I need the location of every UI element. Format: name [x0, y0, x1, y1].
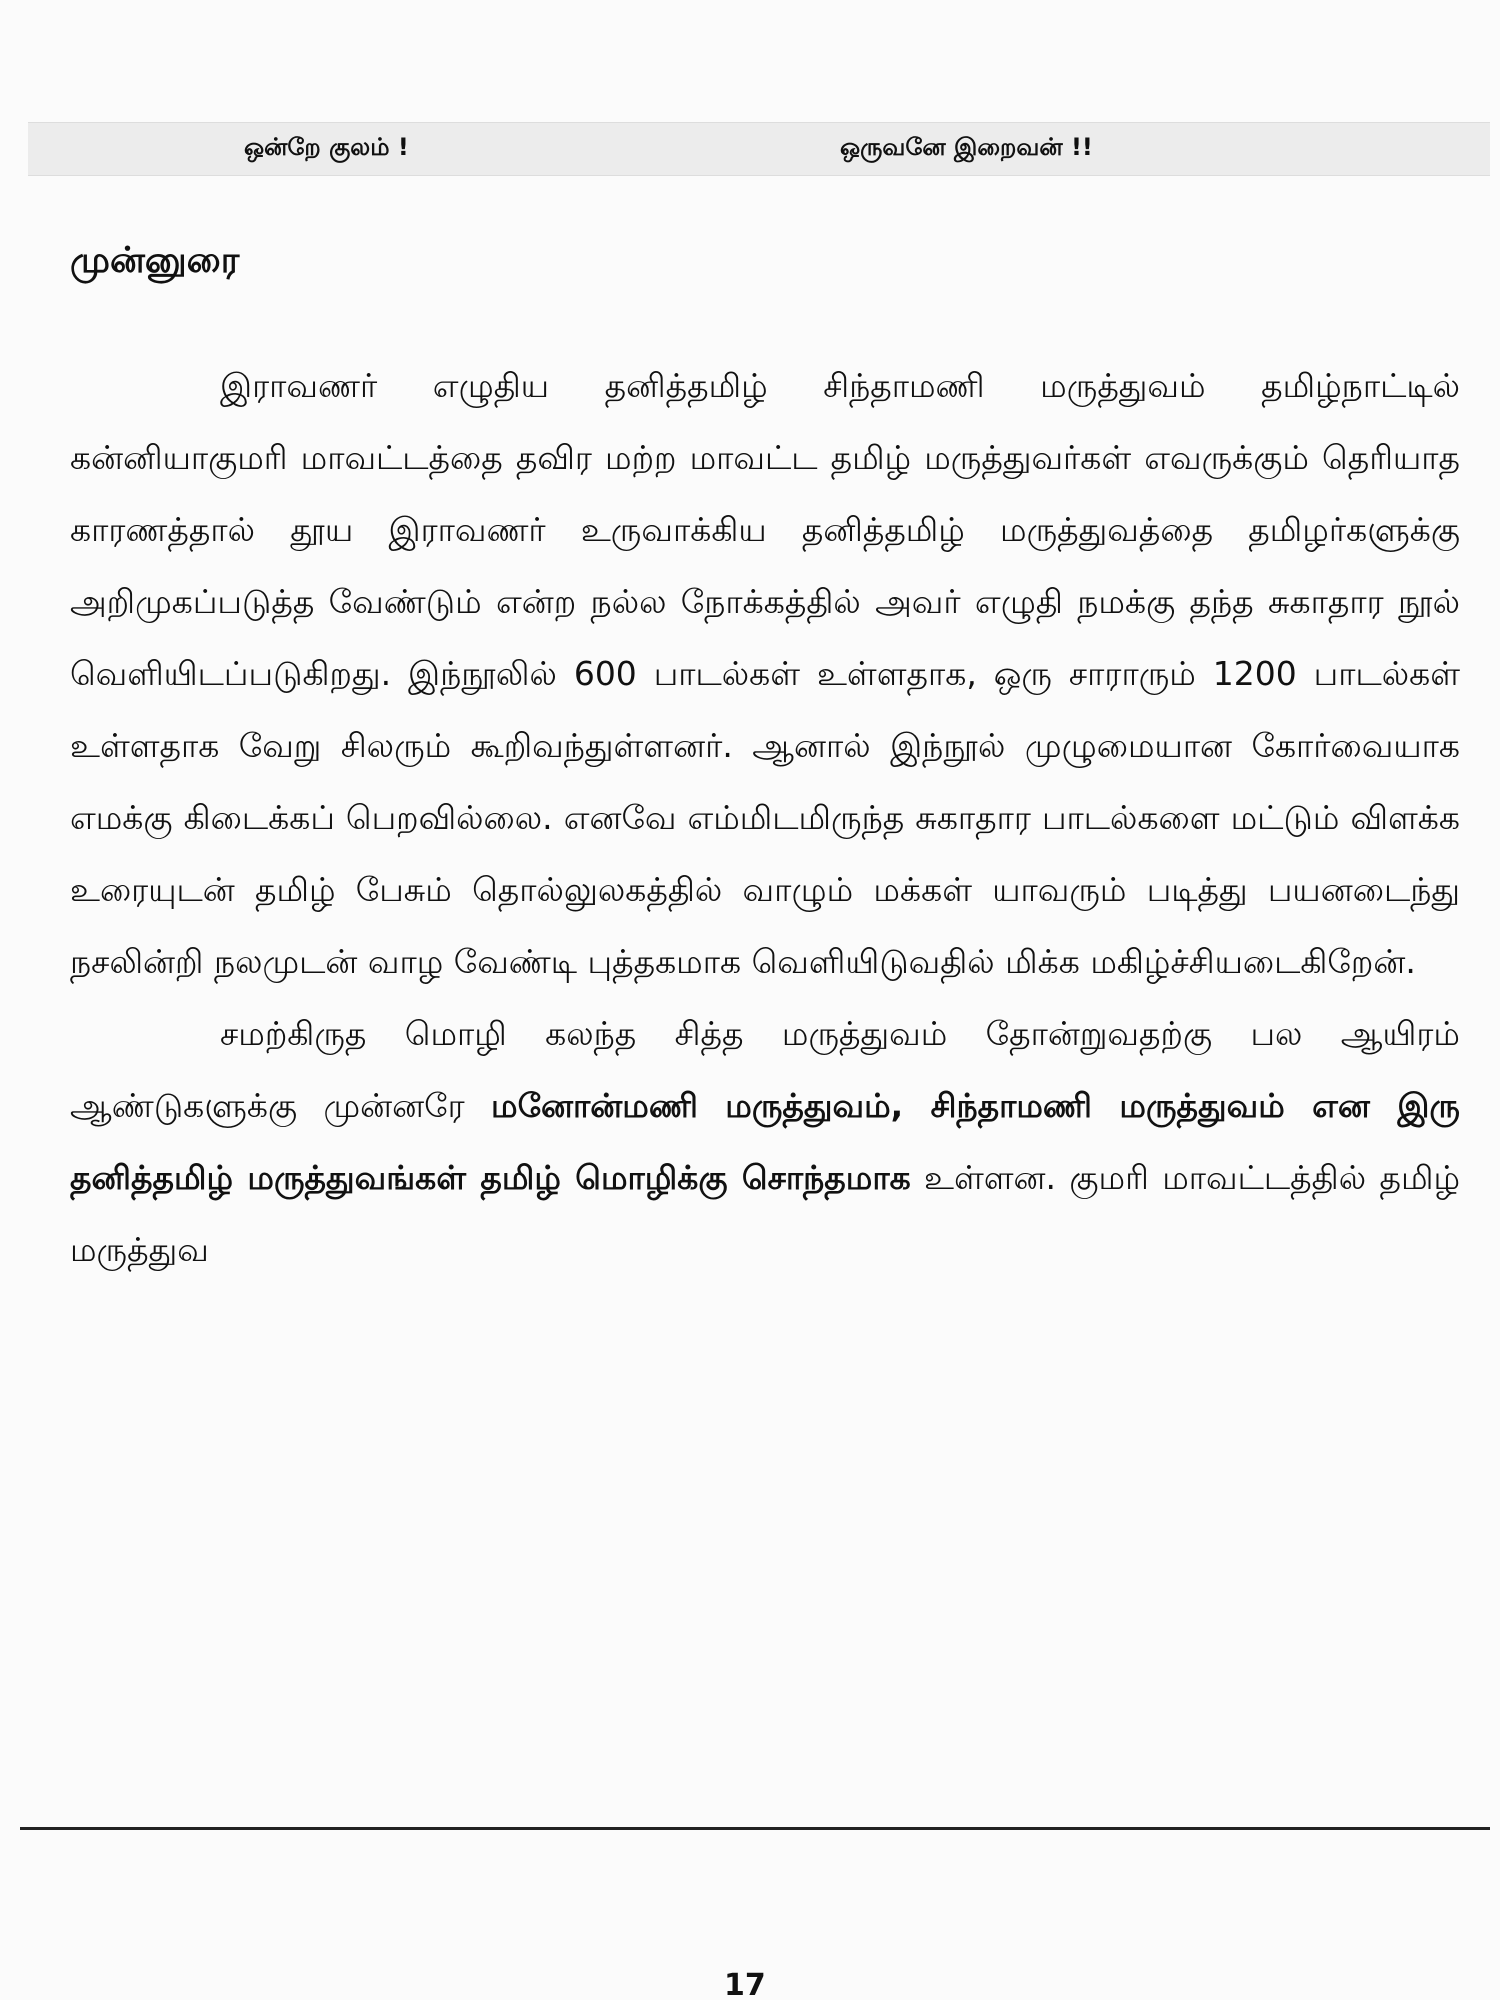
paragraph-2: [70, 998, 1460, 1286]
header-left-text: ஒன்றே குலம் !: [244, 133, 409, 161]
footer-rule: [20, 1827, 1490, 1830]
paragraph-2-rest: உள்ளன. குமரி மாவட்டத்தில் தமிழ் மருத்துவ: [70, 1158, 1460, 1269]
body-text: [70, 350, 1460, 1286]
paragraph-2-intro: சமற்கிருத மொழி கலந்த சித்த மருத்துவம் தோன்றுவதற்கு பல ஆயிரம் ஆண்டுகளுக்கு முன்னரே: [70, 1014, 1460, 1125]
page-number: 17: [724, 1968, 766, 2003]
header-right-text: ஒருவனே இறைவன் !!: [840, 133, 1093, 161]
section-title: முன்னுரை: [70, 240, 240, 281]
paragraph-1: இராவணர் எழுதிய தனித்தமிழ் சிந்தாமணி மருத்துவம் தமிழ்நாட்டில் கன்னியாகுமரி மாவட்டத்தை தவிர மற்ற மாவட்ட தமிழ் மருத்துவர்கள் எவருக்கும் தெரியாத காரணத்தால் தூய இராவணர் உருவாக்கிய தனித்தமிழ் மருத்துவத்தை தமிழர்களுக்கு அறிமுகப்படுத்த வேண்டும் என்ற நல்ல நோக்கத்தில் அவர் எழுதி நமக்கு தந்த சுகாதார நூல் வெளியிடப்படுகிறது. இந்நூலில் 600 பாடல்கள் உள்ளதாக, ஒரு சாராரும் 1200 பாடல்கள் உள்ளதாக வேறு சிலரும் கூறிவந்துள்ளனர். ஆனால் இந்நூல் முழுமையான கோர்வையாக எமக்கு கிடைக்கப் பெறவில்லை. எனவே எம்மிடமிருந்த சுகாதார பாடல்களை மட்டும் விளக்க உரையுடன் தமிழ் பேசும் தொல்லுலகத்தில் வாழும் மக்கள் யாவரும் படித்து பயனடைந்து நசலின்றி நலமுடன் வாழ வேண்டி புத்தகமாக வெளியிடுவதில் மிக்க மகிழ்ச்சியடைகிறேன்.: [70, 366, 1460, 981]
paragraph-2-bold: மனோன்மணி மருத்துவம், சிந்தாமணி மருத்துவம் என இரு தனித்தமிழ் மருத்துவங்கள் தமிழ் மொழிக்கு சொந்தமாக: [70, 1086, 1461, 1197]
running-header: [28, 122, 1490, 176]
